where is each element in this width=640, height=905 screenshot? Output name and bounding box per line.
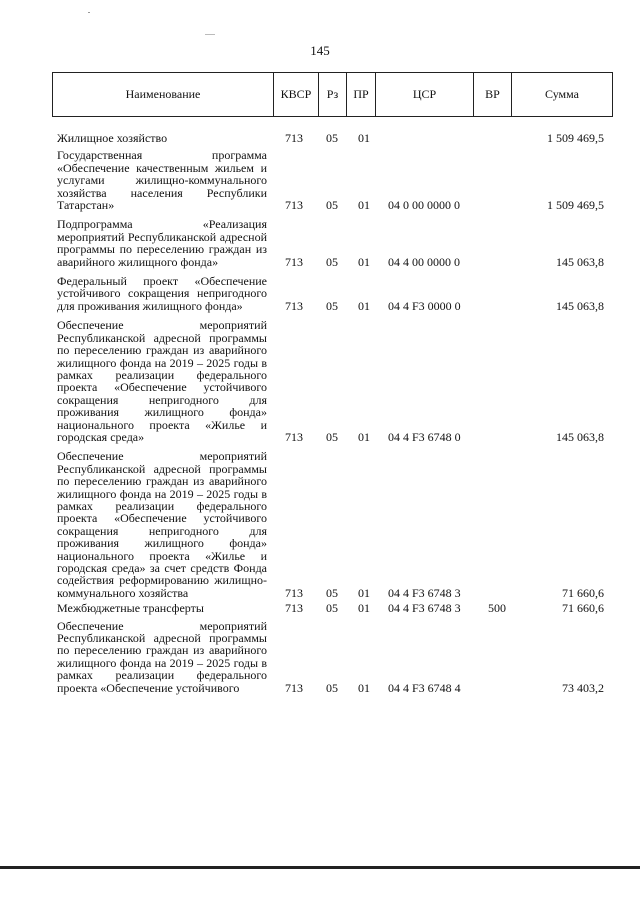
row-rz: 05: [326, 198, 338, 213]
row-rz: 05: [326, 254, 338, 269]
row-kvsr: 713: [285, 429, 303, 444]
header-vr: ВР: [474, 73, 512, 116]
row-kvsr: 713: [285, 131, 303, 145]
row-kvsr: 713: [285, 601, 303, 616]
header-kvsr: КВСР: [274, 73, 319, 116]
table-row: [0, 275, 640, 312]
table-row: [0, 319, 640, 443]
page-number: 145: [310, 43, 330, 58]
row-csr: 04 4 F3 6748 0: [388, 429, 461, 444]
row-name: Обеспечение мероприятий Республиканской адресной программы по переселению граждан из аварийного жилищного фонда на 2019 – 2025 годы в рамках реализации федерального проекта «Обеспечение устойчивого сокращения непригодного для проживания жилищного фонда» национального проекта «Жилье и городская среда»: [57, 318, 267, 444]
table-row: [0, 218, 640, 268]
row-kvsr: 713: [285, 198, 303, 213]
scan-speck: [205, 34, 215, 35]
row-csr: 04 0 00 0000 0: [388, 198, 460, 213]
row-name: Межбюджетные трансферты: [57, 601, 204, 616]
table-header: [52, 72, 613, 117]
row-rz: 05: [326, 585, 338, 600]
row-pr: 01: [358, 601, 370, 616]
table-row: [0, 450, 640, 599]
row-rz: 05: [326, 131, 338, 145]
row-name: Жилищное хозяйство: [57, 131, 168, 145]
table-row: [0, 602, 640, 614]
row-rz: 05: [326, 298, 338, 313]
row-kvsr: 713: [285, 298, 303, 313]
scan-speck: [88, 12, 90, 13]
row-pr: 01: [358, 680, 370, 695]
row-sum: 71 660,6: [562, 585, 604, 600]
row-kvsr: 713: [285, 680, 303, 695]
row-sum: 1 509 469,5: [547, 198, 604, 213]
row-pr: 01: [358, 131, 370, 145]
header-csr: ЦСР: [376, 73, 474, 116]
table-body: [0, 132, 640, 694]
table-row: [0, 620, 640, 694]
row-csr: 04 4 F3 0000 0: [388, 298, 461, 313]
row-rz: 05: [326, 429, 338, 444]
row-sum: 145 063,8: [556, 429, 604, 444]
row-name: Государственная программа «Обеспечение качественным жильем и услугами жилищно-коммунального хозяйства населения Республики Татарстан»: [57, 148, 267, 213]
header-sum: Сумма: [545, 87, 579, 101]
row-name: Обеспечение мероприятий Республиканской адресной программы по переселению граждан из аварийного жилищного фонда на 2019 – 2025 годы в рамках реализации федерального проекта «Обеспечение устойчивого сокращения непригодного для проживания жилищного фонда» национального проекта «Жилье и городская среда» за счет средств Фонда содействия реформированию жилищно-коммунального хозяйства: [57, 449, 267, 600]
row-kvsr: 713: [285, 585, 303, 600]
row-csr: 04 4 F3 6748 4: [388, 680, 461, 695]
bottom-border-line: [0, 866, 640, 869]
row-name: Подпрограмма «Реализация мероприятий Республиканской адресной программы по переселению граждан из аварийного жилищного фонда»: [57, 217, 267, 269]
row-csr: 04 4 00 0000 0: [388, 254, 460, 269]
row-csr: 04 4 F3 6748 3: [388, 601, 461, 616]
table-row: [0, 149, 640, 211]
header-pr: ПР: [347, 73, 376, 116]
row-vr: 500: [488, 601, 506, 616]
row-name: Обеспечение мероприятий Республиканской адресной программы по переселению граждан из аварийного жилищного фонда на 2019 – 2025 годы в рамках реализации федерального проекта «Обеспечение устойчивого: [57, 618, 267, 695]
row-rz: 05: [326, 680, 338, 695]
row-pr: 01: [358, 298, 370, 313]
row-sum: 71 660,6: [562, 601, 604, 616]
row-pr: 01: [358, 429, 370, 444]
row-sum: 1 509 469,5: [547, 131, 604, 145]
row-csr: 04 4 F3 6748 3: [388, 585, 461, 600]
header-name: Наименование: [53, 73, 274, 116]
row-sum: 145 063,8: [556, 298, 604, 313]
header-rz: Рз: [319, 73, 347, 116]
row-sum: 145 063,8: [556, 254, 604, 269]
row-rz: 05: [326, 601, 338, 616]
row-pr: 01: [358, 585, 370, 600]
row-kvsr: 713: [285, 254, 303, 269]
row-name: Федеральный проект «Обеспечение устойчивого сокращения непригодного для проживания жилищного фонда»: [57, 274, 267, 313]
table-row: [0, 132, 640, 144]
row-pr: 01: [358, 198, 370, 213]
row-pr: 01: [358, 254, 370, 269]
row-sum: 73 403,2: [562, 680, 604, 695]
